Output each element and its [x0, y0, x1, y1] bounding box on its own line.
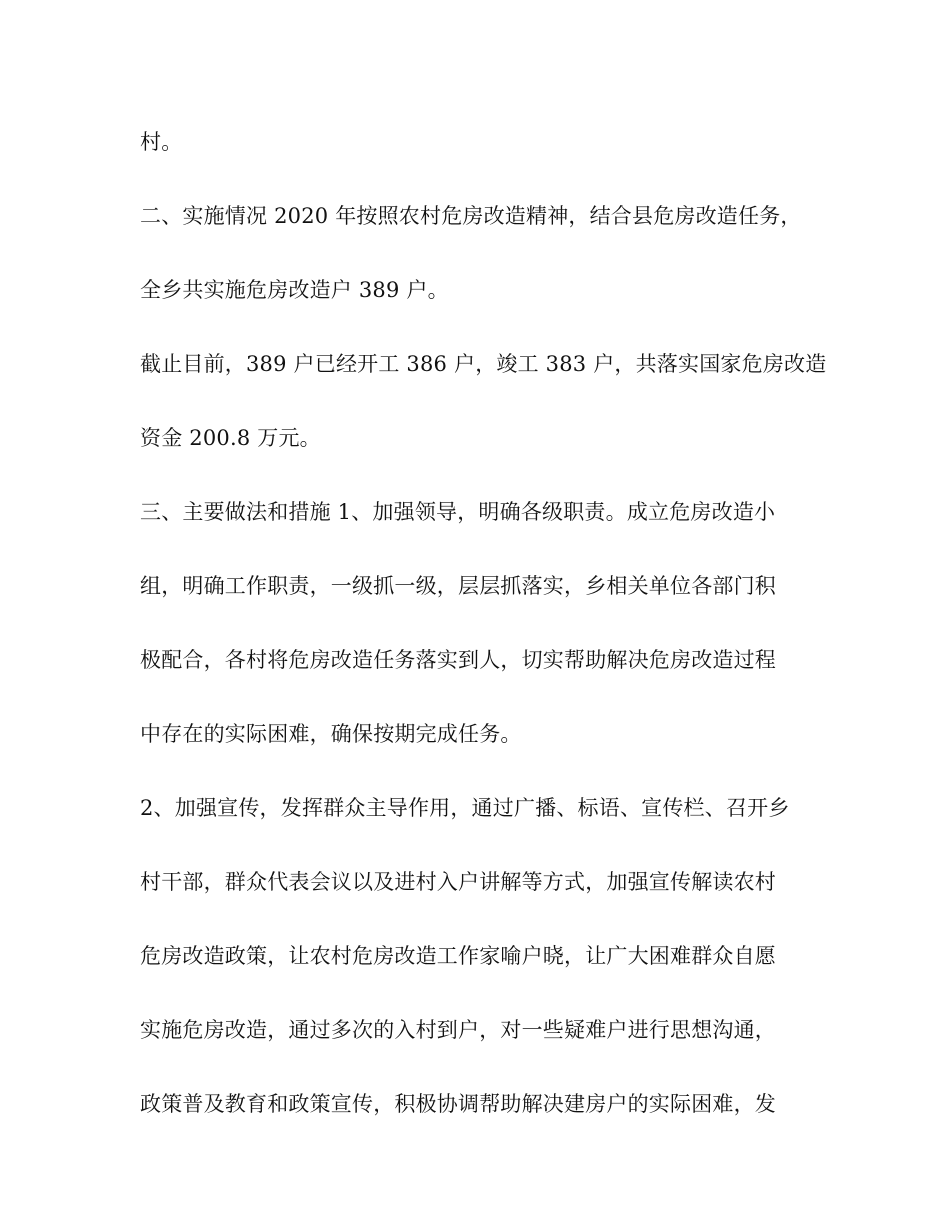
text-line: 危房改造政策，让农村危房改造工作家喻户晓，让广大困难群众自愿 — [140, 944, 776, 968]
text-line: 截止目前，389 户已经开工 386 户，竣工 383 户，共落实国家危房改造 — [140, 352, 827, 376]
text-line: 2、加强宣传，发挥群众主导作用，通过广播、标语、宣传栏、召开乡 — [140, 796, 790, 820]
text-line: 资金 200.8 万元。 — [140, 426, 321, 450]
text-line: 中存在的实际困难，确保按期完成任务。 — [140, 722, 522, 746]
text-line: 三、主要做法和措施 1、加强领导，明确各级职责。成立危房改造小 — [140, 500, 776, 524]
text-line: 极配合，各村将危房改造任务落实到人，切实帮助解决危房改造过程 — [140, 648, 776, 672]
text-line: 全乡共实施危房改造户 389 户。 — [140, 278, 449, 302]
text-line: 村干部，群众代表会议以及进村入户讲解等方式，加强宣传解读农村 — [140, 870, 776, 894]
text-line: 政策普及教育和政策宣传，积极协调帮助解决建房户的实际困难，发 — [140, 1092, 776, 1116]
text-line: 二、实施情况 2020 年按照农村危房改造精神，结合县危房改造任务， — [140, 204, 802, 228]
text-line: 组，明确工作职责，一级抓一级，层层抓落实，乡相关单位各部门积 — [140, 574, 776, 598]
text-line: 实施危房改造，通过多次的入村到户，对一些疑难户进行思想沟通， — [140, 1018, 776, 1042]
text-line: 村。 — [140, 130, 183, 154]
